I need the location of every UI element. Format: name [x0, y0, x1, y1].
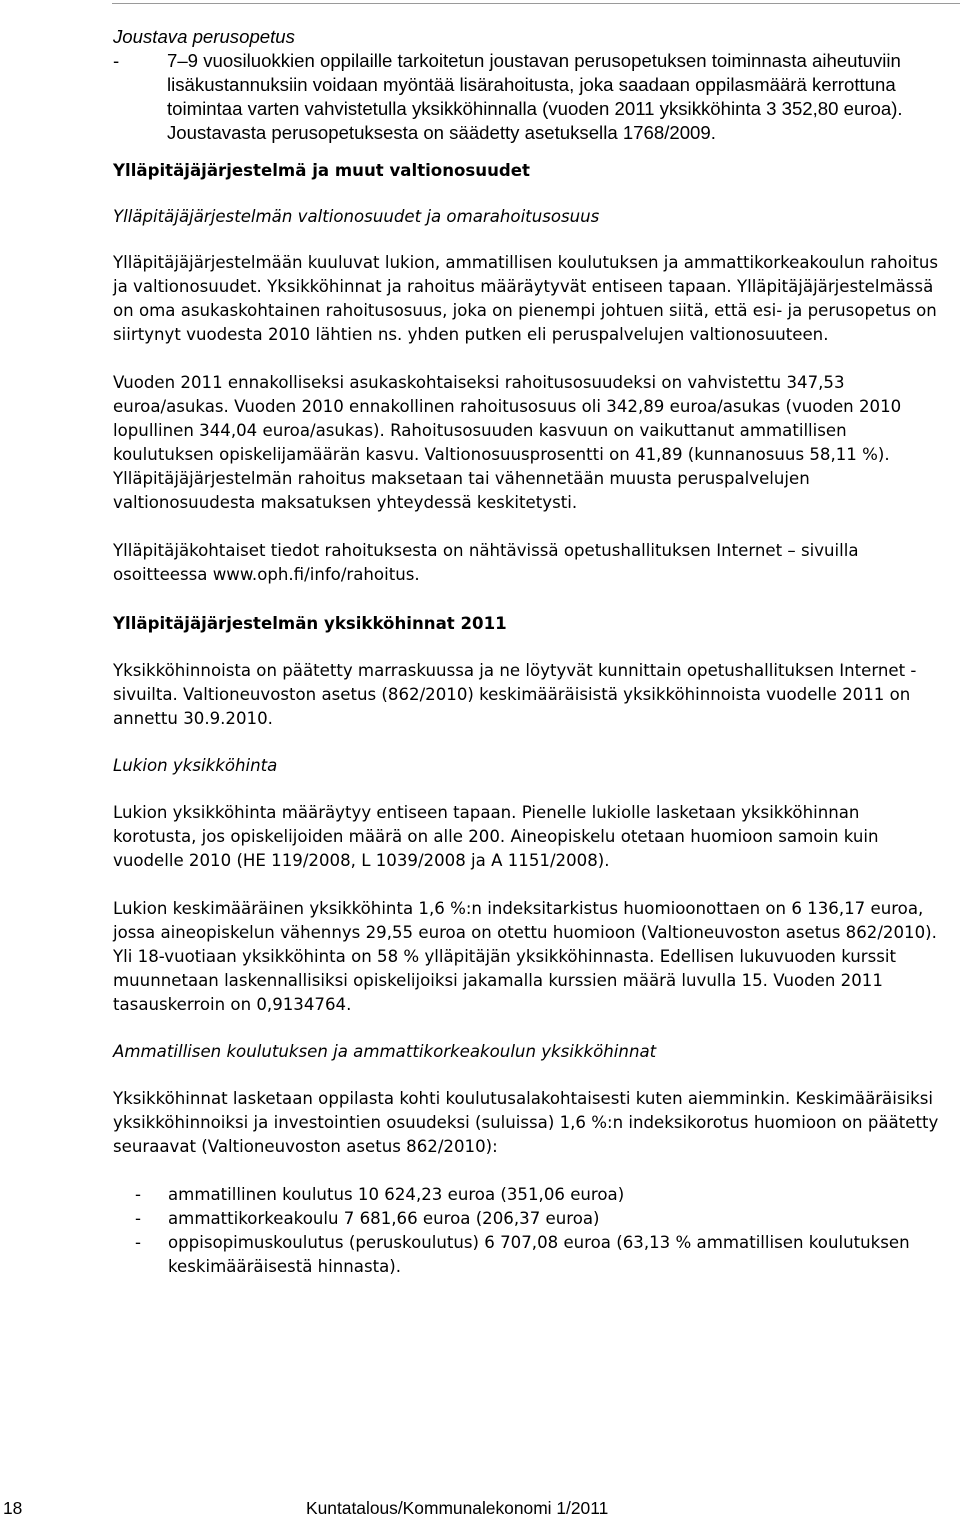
- section-subheading: Ammatillisen koulutuksen ja ammattikorkeakoulun yksikköhinnat: [113, 1042, 657, 1061]
- list-dash: -: [135, 1233, 141, 1252]
- list-item-text: oppisopimuskoulutus (peruskoulutus) 6 707,08 euroa (63,13 % ammatillisen koulutuksen keskimääräisestä hinnasta).: [168, 1233, 910, 1276]
- section-heading: Ylläpitäjäjärjestelmä ja muut valtionosuudet: [113, 161, 530, 180]
- paragraph: Lukion keskimääräinen yksikköhinta 1,6 %:n indeksitarkistus huomioonottaen on 6 136,17 euroa, jossa aineopiskelun vähennys 29,55 euroa on otettu huomioon (Valtioneuvoston asetus 862/2010). Yli 18-vuotiaan yksikköhinta on 58 % ylläpitäjän yksikköhinnasta. Edellisen lukuvuoden kurssit muunnetaan laskennallisiksi opiskelijoiksi jakamalla kurssien määrä luvulla 15. Vuoden 2011 tasauskerroin on 0,9134764.: [113, 899, 937, 1014]
- journal-name: Kuntatalous/Kommunalekonomi 1/2011: [306, 1498, 609, 1518]
- paragraph: Yksikköhinnoista on päätetty marraskuussa ja ne löytyvät kunnittain opetushallituksen Internet -sivuilta. Valtioneuvoston asetus (862/2010) keskimääräisistä yksikköhinnoista vuodelle 2011 on annettu 30.9.2010.: [113, 661, 917, 728]
- intro-block: [113, 25, 948, 145]
- bullet-list: [113, 1183, 948, 1279]
- intro-title: Joustava perusopetus: [113, 26, 295, 47]
- list-dash: -: [135, 1209, 141, 1228]
- paragraph: Yksikköhinnat lasketaan oppilasta kohti koulutusalakohtaisesti kuten aiemminkin. Keskimääräisiksi yksikköhinnoiksi ja investointien osuudeksi (suluissa) 1,6 %:n indeksikorotus huomioon on päätetty seuraavat (Valtioneuvoston asetus 862/2010):: [113, 1089, 939, 1156]
- section-subheading: Ylläpitäjäjärjestelmän valtionosuudet ja omarahoitusosuus: [113, 207, 600, 226]
- paragraph: Vuoden 2011 ennakolliseksi asukaskohtaiseksi rahoitusosuudeksi on vahvistettu 347,53 euroa/asukas. Vuoden 2010 ennakollinen rahoitusosuus oli 342,89 euroa/asukas (vuoden 2010 lopullinen 344,04 euroa/asukas). Rahoitusosuuden kasvuun on vaikuttanut ammatillisen koulutuksen opiskelijamäärän kasvu. Valtionosuusprosentti on 41,89 (kunnanosuus 58,11 %). Ylläpitäjäjärjestelmän rahoitus maksetaan tai vähennetään muusta peruspalvelujen valtionosuudesta maksatuksen yhteydessä keskitetysti.: [113, 373, 902, 512]
- paragraph: Ylläpitäjäkohtaiset tiedot rahoituksesta on nähtävissä opetushallituksen Internet – sivuilla osoitteessa www.oph.fi/info/rahoitus.: [113, 541, 859, 584]
- list-item-text: ammattikorkeakoulu 7 681,66 euroa (206,37 euroa): [168, 1209, 600, 1228]
- section-heading: Ylläpitäjäjärjestelmän yksikköhinnat 2011: [113, 614, 507, 633]
- paragraph: Ylläpitäjäjärjestelmään kuuluvat lukion, ammatillisen koulutuksen ja ammattikorkeakoulun rahoitus ja valtionosuudet. Yksikköhinnat ja rahoitus määräytyvät entiseen tapaan. Ylläpitäjäjärjestelmässä on oma asukaskohtainen rahoitusosuus, joka on pienempi johtuen siitä, että esi- ja perusopetus on siirtynyt vuodesta 2010 lähtien ns. yhden putken eli peruspalvelujen valtionosuuteen.: [113, 253, 939, 344]
- list-dash: -: [135, 1185, 141, 1204]
- bullet-text: 7–9 vuosiluokkien oppilaille tarkoitetun joustavan perusopetuksen toiminnasta aiheutuviin lisäkustannuksiin voidaan myöntää lisärahoitusta, joka saadaan oppilasmäärä kerrottuna toimintaa varten vahvistetulla yksikköhinnalla (vuoden 2011 yksikköhinta 3 352,80 euroa). Joustavasta perusopetuksesta on säädetty asetuksella 1768/2009.: [167, 50, 903, 143]
- page-body: [113, 25, 948, 1279]
- paragraph: Lukion yksikköhinta määräytyy entiseen tapaan. Pienelle lukiolle lasketaan yksikköhinnan korotusta, jos opiskelijoiden määrä on alle 200. Aineopiskelu otetaan huomioon samoin kuin vuodelle 2010 (HE 119/2008, L 1039/2008 ja A 1151/2008).: [113, 803, 879, 870]
- list-item: [113, 1231, 948, 1279]
- page-number: 18: [3, 1498, 23, 1518]
- top-rule: [112, 3, 960, 4]
- bullet-dash: -: [113, 50, 120, 71]
- section-subheading: Lukion yksikköhinta: [113, 756, 278, 775]
- section-2: [113, 612, 948, 1279]
- section-1: [113, 159, 948, 587]
- list-item: [113, 1183, 948, 1207]
- list-item: [113, 1207, 948, 1231]
- intro-bullet: [113, 49, 948, 145]
- list-item-text: ammatillinen koulutus 10 624,23 euroa (351,06 euroa): [168, 1185, 625, 1204]
